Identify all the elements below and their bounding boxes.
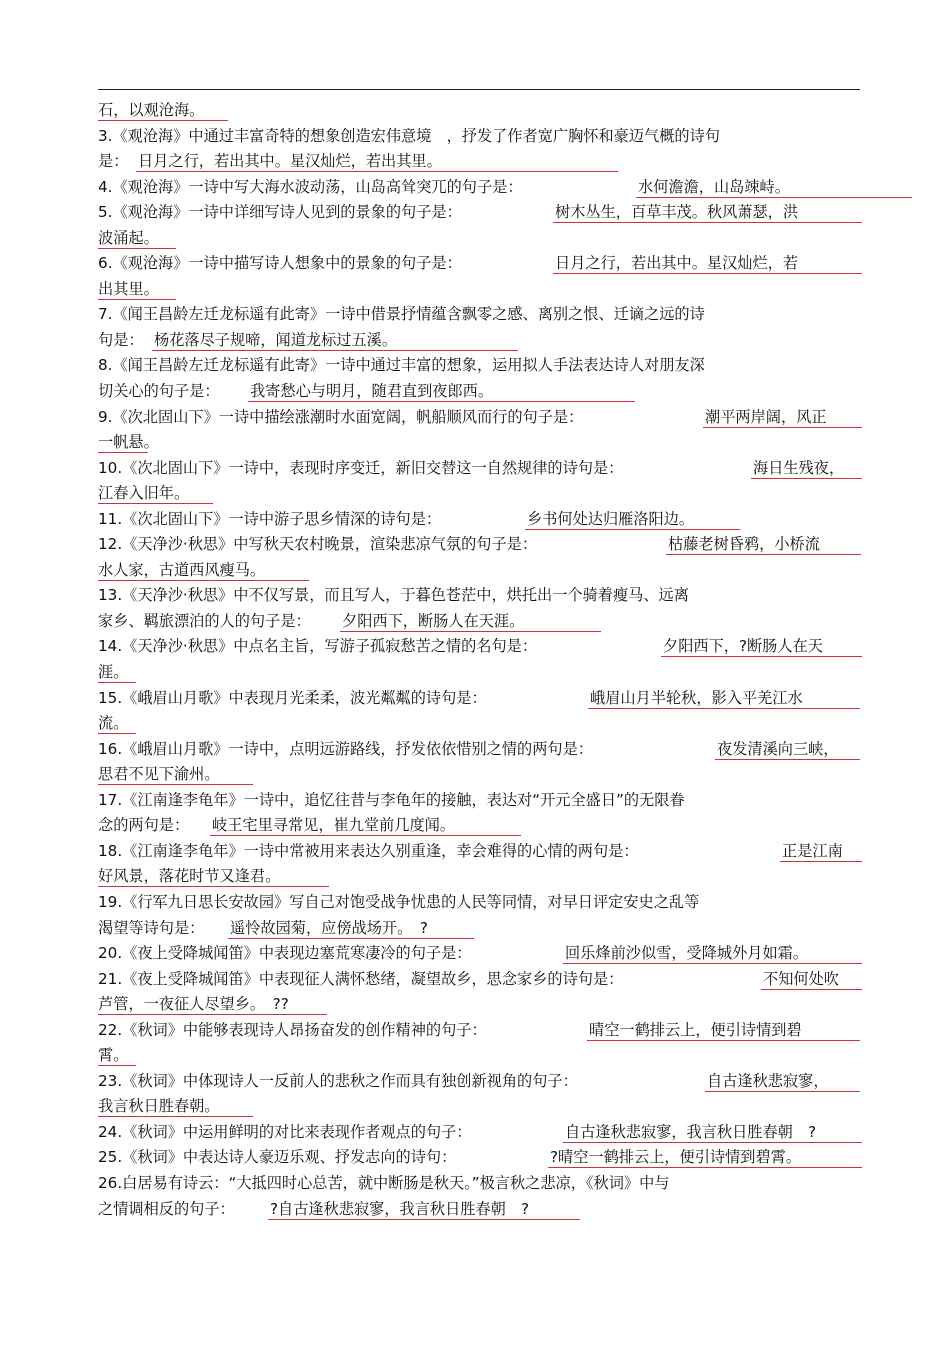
question-text: 17.《江南逢李龟年》一诗中，追忆往昔与李龟年的接触，表达对“开元全盛日”的无限眷: [98, 790, 685, 809]
question-text: 19.《行军九日思长安故园》写自己对饱受战争忧患的人民等同情，对早日评定安史之乱等: [98, 892, 700, 911]
text-line: [98, 379, 860, 405]
answer-underlined: 芦管，一夜征人尽望乡。 ??: [98, 992, 327, 1015]
text-line: [98, 149, 860, 175]
question-text: 8.《闻王昌龄左迁龙标遥有此寄》一诗中通过丰富的想象，运用拟人手法表达诗人对朋友深: [98, 356, 705, 375]
text-line: [98, 864, 860, 890]
text-line: [98, 1094, 860, 1120]
question-text: 18.《江南逢李龟年》一诗中常被用来表达久别重逢，幸会难得的心情的两句是：: [98, 841, 639, 860]
text-line: [98, 481, 860, 507]
answer-underlined: 自古逢秋悲寂寥，我言秋日胜春朝 ?: [563, 1120, 862, 1143]
answer-underlined: 我寄愁心与明月，随君直到夜郎西。: [248, 379, 635, 402]
answer-underlined: 日月之行，若出其中。星汉灿烂，若出其里。: [136, 149, 618, 172]
text-line: [98, 634, 860, 660]
question-text: 20.《夜上受降城闻笛》中表现边塞荒寒凄冷的句子是：: [98, 944, 472, 963]
answer-underlined: 夕阳西下，?断肠人在天: [661, 634, 862, 657]
text-line: [98, 941, 860, 967]
document-page: [98, 98, 860, 1222]
answer-underlined: ?自古逢秋悲寂寥，我言秋日胜春朝 ?: [268, 1197, 580, 1220]
text-line: [98, 1018, 860, 1044]
question-text: 23.《秋词》中体现诗人一反前人的悲秋之作而具有独创新视角的句子：: [98, 1071, 578, 1090]
answer-underlined: 江春入旧年。: [98, 481, 213, 504]
answer-underlined: 夜发清溪向三峡，: [715, 737, 860, 760]
question-text: 15.《峨眉山月歌》中表现月光柔柔，波光粼粼的诗句是：: [98, 688, 487, 707]
text-line: [98, 353, 860, 379]
text-line: [98, 813, 860, 839]
text-line: [98, 277, 860, 303]
question-text: 10.《次北固山下》一诗中，表现时序变迁，新旧交替这一自然规律的诗句是：: [98, 458, 624, 477]
answer-underlined: 夕阳西下，断肠人在天涯。: [340, 609, 601, 632]
text-line: [98, 583, 860, 609]
answer-underlined: 水何澹澹，山岛竦峙。: [636, 175, 912, 198]
question-text: 12.《天净沙·秋思》中写秋天农村晚景，渲染悲凉气氛的句子是：: [98, 535, 538, 554]
answer-underlined: 乡书何处达归雁洛阳边。: [525, 507, 740, 530]
question-text: 7.《闻王昌龄左迁龙标遥有此寄》一诗中借景抒情蕴含飘零之感、离别之恨、迁谪之远的诗: [98, 305, 705, 324]
answer-underlined: 回乐烽前沙似雪，受降城外月如霜。: [563, 941, 862, 964]
text-line: [98, 916, 860, 942]
text-line: [98, 711, 860, 737]
header-rule: [98, 89, 860, 90]
text-line: [98, 609, 860, 635]
text-line: [98, 1120, 860, 1146]
answer-underlined: 岐王宅里寻常见，崔九堂前几度闻。: [210, 813, 521, 836]
answer-underlined: 水人家，古道西风瘦马。: [98, 558, 309, 581]
answer-underlined: 遥怜故园菊，应傍战场开。 ?: [228, 916, 474, 939]
text-line: [98, 1171, 860, 1197]
question-text: 念的两句是：: [98, 816, 190, 835]
answer-underlined: 晴空一鹤排云上，便引诗情到碧: [587, 1018, 860, 1041]
answer-underlined: 自古逢秋悲寂寥，: [705, 1069, 860, 1092]
question-text: 22.《秋词》中能够表现诗人昂扬奋发的创作精神的句子：: [98, 1020, 487, 1039]
question-text: 渴望等诗句是：: [98, 918, 205, 937]
answer-underlined: 出其里。: [98, 277, 176, 300]
answer-underlined: 枯藤老树昏鸦，小桥流: [666, 532, 861, 555]
text-line: [98, 251, 860, 277]
text-line: [98, 967, 860, 993]
text-line: [98, 302, 860, 328]
text-line: [98, 532, 860, 558]
question-text: 5.《观沧海》一诗中详细写诗人见到的景象的句子是：: [98, 203, 462, 222]
answer-underlined: 海日生残夜，: [751, 456, 862, 479]
question-text: 是：: [98, 152, 129, 171]
text-line: [98, 992, 860, 1018]
question-text: 切关心的句子是：: [98, 382, 220, 401]
text-line: [98, 686, 860, 712]
text-line: [98, 200, 860, 226]
answer-underlined: 峨眉山月半轮秋，影入平羌江水: [588, 686, 860, 709]
answer-underlined: 涯。: [98, 660, 136, 683]
text-line: [98, 660, 860, 686]
question-text: 句是：: [98, 330, 144, 349]
text-line: [98, 762, 860, 788]
text-line: [98, 890, 860, 916]
question-text: 11.《次北固山下》一诗中游子思乡情深的诗句是：: [98, 509, 442, 528]
text-line: [98, 1145, 860, 1171]
text-line: [98, 405, 860, 431]
text-line: [98, 558, 860, 584]
answer-underlined: 树木丛生，百草丰茂。秋风萧瑟，洪: [553, 200, 862, 223]
question-text: 之情调相反的句子：: [98, 1199, 235, 1218]
answer-underlined: 潮平两岸阔，风正: [703, 405, 862, 428]
text-line: [98, 507, 860, 533]
answer-underlined: 好风景，落花时节又逢君。: [98, 864, 329, 887]
answer-underlined: 一帆悬。: [98, 430, 148, 453]
text-line: [98, 430, 860, 456]
answer-underlined: ?晴空一鹤排云上，便引诗情到碧霄。: [548, 1145, 862, 1168]
answer-underlined: 日月之行，若出其中。星汉灿烂，若: [553, 251, 862, 274]
text-line: [98, 124, 860, 150]
question-text: 26.白居易有诗云：“大抵四时心总苦，就中断肠是秋天。”极言秋之悲凉，《秋词》中与: [98, 1173, 670, 1192]
text-line: [98, 456, 860, 482]
answer-underlined: 流。: [98, 711, 136, 734]
question-text: 16.《峨眉山月歌》一诗中，点明远游路线，抒发依依惜别之情的两句是：: [98, 739, 593, 758]
answer-underlined: 不知何处吹: [761, 967, 862, 990]
answer-underlined: 我言秋日胜春朝。: [98, 1094, 253, 1117]
question-text: 13.《天净沙·秋思》中不仅写景，而且写人，于暮色苍茫中，烘托出一个骑着瘦马、远离: [98, 586, 689, 605]
answer-underlined: 杨花落尽子规啼，闻道龙标过五溪。: [152, 328, 518, 351]
answer-underlined: 波涌起。: [98, 226, 176, 249]
text-line: [98, 328, 860, 354]
question-text: 24.《秋词》中运用鲜明的对比来表现作者观点的句子：: [98, 1122, 472, 1141]
text-line: [98, 737, 860, 763]
text-line: [98, 175, 860, 201]
answer-underlined: 思君不见下渝州。: [98, 762, 253, 785]
answer-underlined: 正是江南: [780, 839, 862, 862]
answer-underlined: 石，以观沧海。: [98, 98, 228, 121]
question-text: 3.《观沧海》中通过丰富奇特的想象创造宏伟意境 ，抒发了作者宽广胸怀和豪迈气概的诗句: [98, 126, 720, 145]
text-line: [98, 98, 860, 124]
question-text: 25.《秋词》中表达诗人豪迈乐观、抒发志向的诗句：: [98, 1148, 457, 1167]
text-line: [98, 1043, 860, 1069]
question-text: 21.《夜上受降城闻笛》中表现征人满怀愁绪，凝望故乡，思念家乡的诗句是：: [98, 969, 624, 988]
answer-underlined: 霄。: [98, 1043, 136, 1066]
question-text: 4.《观沧海》一诗中写大海水波动荡，山岛高耸突兀的句子是：: [98, 177, 523, 196]
question-text: 9.《次北固山下》一诗中描绘涨潮时水面宽阔，帆船顺风而行的句子是：: [98, 407, 584, 426]
text-line: [98, 226, 860, 252]
text-line: [98, 839, 860, 865]
question-text: 6.《观沧海》一诗中描写诗人想象中的景象的句子是：: [98, 254, 462, 273]
text-line: [98, 788, 860, 814]
question-text: 家乡、羁旅漂泊的人的句子是：: [98, 611, 311, 630]
question-text: 14.《天净沙·秋思》中点名主旨，写游子孤寂愁苦之情的名句是：: [98, 637, 538, 656]
text-line: [98, 1069, 860, 1095]
text-line: [98, 1197, 860, 1223]
